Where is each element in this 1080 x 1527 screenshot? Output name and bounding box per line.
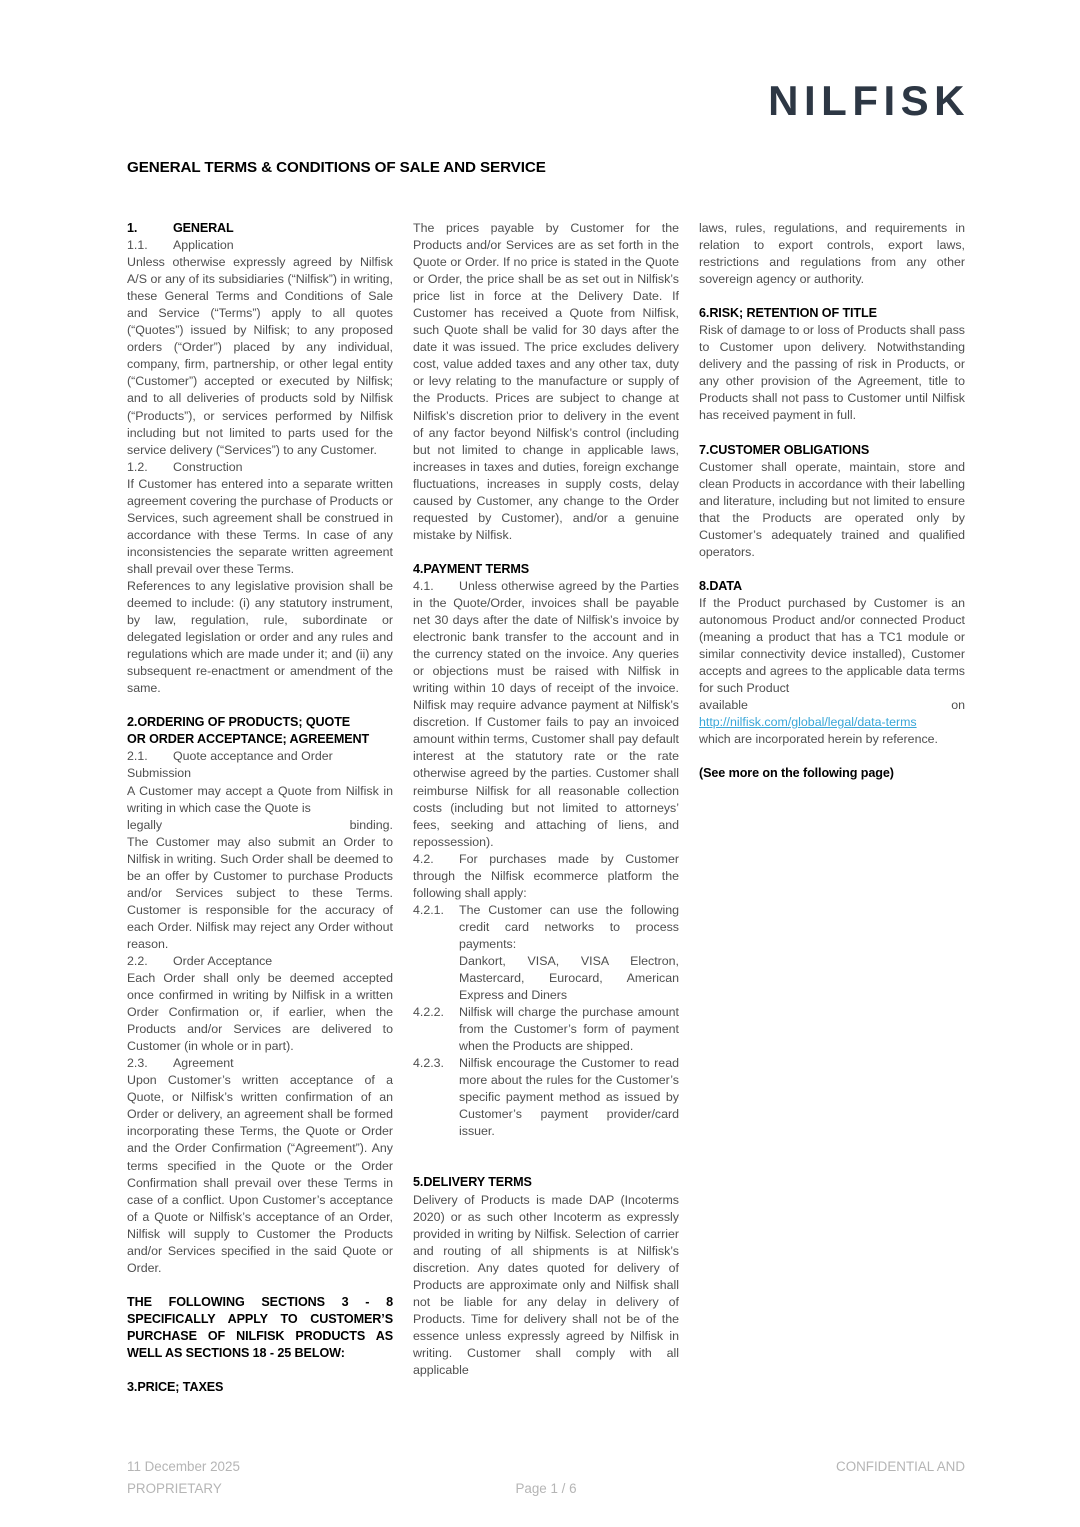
section-7-heading — [699, 442, 965, 459]
clause-4-2-2-number: 4.2.2. — [413, 1005, 445, 1020]
section-5-body-continued: laws, rules, regulations, and requirements in relation to export controls, export laws, restrictions and regulations from any other sovereign agency or authority. — [699, 221, 965, 287]
section-2-heading — [127, 714, 393, 731]
clause-1-1-heading — [127, 237, 393, 254]
clause-4-2-body — [413, 851, 679, 902]
document-columns — [127, 220, 965, 1430]
footer-page-number: Page 1 / 6 — [515, 1481, 577, 1496]
clause-4-2-text: For purchases made by Customer through the Nilfisk ecommerce platform the following shall apply: — [413, 851, 679, 900]
clause-2-2-heading — [127, 953, 393, 970]
section-6-title: RISK; RETENTION OF TITLE — [709, 306, 877, 321]
clause-4-2-3-text: Nilfisk encourage the Customer to read more about the rules for the Customer’s specific payment method as issued by Customer’s payment provider/card issuer. — [459, 1056, 679, 1139]
section-7-body: Customer shall operate, maintain, store and clean Products in accordance with their labelling and literature, including but not limited to ensure that the Products are operated only by Customer’s adequately trained and qualified operators. — [699, 459, 965, 559]
clause-1-2-heading — [127, 459, 393, 476]
clause-2-2-body: Each Order shall only be deemed accepted once confirmed in writing by Nilfisk in a written Order Confirmation or, if earlier, when the Products and/or Services are delivered to Customer (in whole or in part). — [127, 971, 393, 1054]
clause-2-1-heading — [127, 748, 393, 765]
section-8-number: 8. — [699, 578, 710, 593]
clause-4-2-2-text: Nilfisk will charge the purchase amount from the Customer’s form of payment when the Products are shipped. — [459, 1005, 679, 1054]
section-7-title: CUSTOMER OBLIGATIONS — [709, 442, 870, 457]
spacer — [699, 748, 965, 765]
section-8-body: If the Product purchased by Customer is an autonomous Product and/or connected Product (meaning a product that has a TC1 module or similar connectivity device installed), Customer accepts and agrees to the applicable data terms for such Product — [699, 595, 965, 696]
section-8-body-2: which are incorporated herein by reference. — [699, 732, 938, 747]
footer-confidential-line1: CONFIDENTIAL AND — [836, 1459, 965, 1474]
clause-1-2-body: If Customer has entered into a separate written agreement covering the purchase of Products or Services, such agreement shall be construed in accordance with these Terms. In case of any inconsistencies the separate written agreement shall prevail over these Terms. — [127, 476, 393, 576]
spacer — [127, 1362, 393, 1379]
clause-1-2-number: 1.2. — [127, 459, 148, 474]
column-2 — [413, 220, 679, 1430]
section-6-body: Risk of damage to or loss of Products shall pass to Customer upon delivery. Notwithstanding delivery and the passing of risk in Products, or any other provision of the Agreement, title to Products shall not pass to Customer until Nilfisk has received payment in full. — [699, 323, 965, 423]
column-3 — [699, 220, 965, 1430]
section-8-heading — [699, 578, 965, 595]
clause-4-2-1 — [413, 902, 679, 953]
clause-4-1-text: Unless otherwise agreed by the Parties in the Quote/Order, invoices shall be payable net 30 days after the date of Nilfisk’s invoice by electronic bank transfer to the account and in the currency stated on the invoice. Any queries or objections must be raised with Nilfisk in writing within 10 days of receipt of the invoice. Nilfisk may require advance payment at Nilfisk’s discretion. If Customer fails to pay an invoiced amount within terms, Customer shall pay default interest at the statutory rate or the rate otherwise agreed by the parties. Customer shall reimburse Nilfisk for all reasonable collection costs (including but not limited to attorneys’ fees, seeking and attaching of liens, and repossession). — [413, 578, 679, 849]
section-8-title: DATA — [709, 578, 743, 593]
clause-1-2-title: Construction — [173, 459, 243, 474]
section-6-number: 6. — [699, 306, 710, 321]
spacer — [413, 1157, 679, 1174]
section-8-on-label: on — [951, 698, 965, 713]
clause-2-3-body: Upon Customer’s written acceptance of a Quote, or Nilfisk’s written confirmation of an Order or delivery, an agreement shall be formed incorporating these Terms, the Quote or Order and the Order Confirmation (“Agreement”). Any terms specified in the Quote or the Order Confirmation shall prevail over these Terms in case of a conflict. Upon Customer’s acceptance of a Quote or Nilfisk’s acceptance of an Order, Nilfisk will supply to Customer the Products and/or Services specified in the said Quote or Order. — [127, 1073, 393, 1275]
clause-1-2-body-2: References to any legislative provision shall be deemed to include: (i) any statutory instrument, by law, regulation, rule, subordinate or delegated legislation or order and any rules and regulations which are made under it; and (ii) any subsequent re-enactment or amendment of the same. — [127, 578, 393, 696]
section-3-heading — [127, 1379, 393, 1396]
section-2-title-line2: OR ORDER ACCEPTANCE; AGREEMENT — [127, 732, 370, 747]
clause-4-1-body — [413, 578, 679, 851]
clause-2-3-title: Agreement — [173, 1056, 234, 1071]
section-3-number: 3. — [127, 1380, 138, 1395]
clause-4-2-1-number: 4.2.1. — [413, 902, 445, 917]
data-terms-link[interactable]: http://nilfisk.com/global/legal/data-terms — [699, 715, 917, 730]
section-1-title: GENERAL — [173, 221, 234, 235]
section-4-number: 4. — [413, 561, 424, 576]
section-2-number: 2. — [127, 715, 138, 730]
section-2-title: ORDERING OF PRODUCTS; QUOTE — [137, 715, 351, 730]
section-5-number: 5. — [413, 1175, 424, 1190]
clause-4-2-3-number: 4.2.3. — [413, 1056, 445, 1071]
section-5-title: DELIVERY TERMS — [423, 1175, 532, 1190]
page-title: GENERAL TERMS & CONDITIONS OF SALE AND SERVICE — [127, 159, 546, 176]
clause-2-1-title-line2: Submission — [127, 766, 192, 781]
clause-2-1-legally: legally — [127, 817, 163, 832]
section-1-number: 1. — [127, 221, 138, 235]
section-8-available-label: available — [699, 698, 748, 713]
clause-2-2-number: 2.2. — [127, 953, 148, 968]
column-1 — [127, 220, 393, 1430]
page-footer — [127, 1456, 965, 1500]
clause-1-1-title: Application — [173, 238, 234, 253]
section-4-title: PAYMENT TERMS — [423, 561, 530, 576]
section-3-title: PRICE; TAXES — [137, 1380, 224, 1395]
section-5-heading — [413, 1174, 679, 1191]
footer-row-2 — [127, 1478, 965, 1500]
section-6-heading — [699, 305, 965, 322]
clause-1-1-number: 1.1. — [127, 238, 148, 253]
section-4-heading — [413, 561, 679, 578]
clause-1-1-body: Unless otherwise expressly agreed by Nilfisk A/S or any of its subsidiaries (“Nilfisk”) in writing, these General Terms and Conditions of Sale and Service (“Terms”) apply to all quotes (“Quotes”) issued by Nilfisk; to any proposed orders (“Order”) placed by any individual, company, firm, partnership, or other legal entity (“Customer”) accepted or executed by Nilfisk; and to all deliveries of products sold by Nilfisk (“Products”), or services performed by Nilfisk including but not limited to parts used for the service delivery (“Services”) to any Customer. — [127, 255, 393, 457]
clause-2-1-body-a: A Customer may accept a Quote from Nilfisk in writing in which case the Quote is — [127, 783, 393, 815]
clause-2-1-body-b: The Customer may also submit an Order to Nilfisk in writing. Such Order shall be deemed to be an offer by Customer to purchase Products and/or Services subject to these Terms. Customer is responsible for the accuracy of each Order. Nilfisk may reject any Order without reason. — [127, 834, 393, 951]
section-8-available-line — [699, 697, 965, 714]
footer-row-1 — [127, 1456, 965, 1478]
footer-date: 11 December 2025 — [127, 1459, 240, 1474]
clause-4-2-2 — [413, 1004, 679, 1055]
nilfisk-logo — [768, 78, 970, 124]
spacer — [413, 544, 679, 561]
spacer — [127, 1277, 393, 1294]
footer-spacer-2 — [675, 1478, 965, 1500]
clause-4-2-1-text: The Customer can use the following credit card networks to process payments: — [459, 902, 679, 951]
spacer — [699, 561, 965, 578]
section-5-body: Delivery of Products is made DAP (Incoterms 2020) or as such other Incoterm as expressly provided in writing by Nilfisk. Selection of carrier and routing of all shipments is at Nilfisk’s discretion. Any dates quoted for delivery of Products are approximate only and Nilfisk shall not be liable for any delay in delivery of Products. Time for delivery shall not be of the essence unless expressly agreed by Nilfisk in writing. Customer shall comply with all applicable — [413, 1192, 679, 1377]
sections-applicability-notice: THE FOLLOWING SECTIONS 3 - 8 SPECIFICALLY APPLY TO CUSTOMER’S PURCHASE OF NILFISK PRODUCTS AS WELL AS SECTIONS 18 - 25 BELOW: — [127, 1294, 393, 1360]
section-7-number: 7. — [699, 442, 710, 457]
spacer — [413, 1140, 679, 1157]
clause-2-1-title: Quote acceptance and Order — [173, 749, 333, 764]
footer-proprietary: PROPRIETARY — [127, 1481, 222, 1496]
clause-2-1-number: 2.1. — [127, 749, 148, 764]
spacer — [699, 425, 965, 442]
clause-2-1-binding: binding. — [349, 817, 393, 832]
clause-4-2-1-cards: Dankort, VISA, VISA Electron, Mastercard, Eurocard, American Express and Diners — [459, 953, 679, 1003]
clause-4-1-number: 4.1. — [413, 578, 434, 593]
spacer — [127, 697, 393, 714]
clause-2-1-binding-line — [127, 817, 393, 834]
clause-4-2-3 — [413, 1055, 679, 1140]
clause-2-2-title: Order Acceptance — [173, 953, 273, 968]
section-1-heading — [127, 220, 393, 237]
see-more-note: (See more on the following page) — [699, 766, 894, 781]
clause-2-3-heading — [127, 1055, 393, 1072]
clause-4-2-number: 4.2. — [413, 851, 434, 866]
section-3-body: The prices payable by Customer for the Products and/or Services are as set forth in the Quote or Order. If no price is stated in the Quote or Order, the price shall be as set out in Nilfisk’s price list in force at the Delivery Date. If Customer has received a Quote from Nilfisk, such Quote shall be valid for 30 days after the date it was issued. The price excludes delivery cost, value added taxes and any other tax, duty or levy relating to the manufacture or supply of the Products. Prices are subject to change at Nilfisk’s discretion prior to delivery in the event of any factor beyond Nilfisk’s control (including but not limited to change in applicable laws, increases in taxes and duties, foreign exchange fluctuations, increases in supply costs, delay caused by Customer, any change to the Order requested by Customer), and/or a genuine mistake by Nilfisk. — [413, 221, 679, 542]
nilfisk-logo-text: NILFISK — [768, 77, 970, 124]
clause-2-3-number: 2.3. — [127, 1056, 148, 1071]
spacer — [699, 288, 965, 305]
